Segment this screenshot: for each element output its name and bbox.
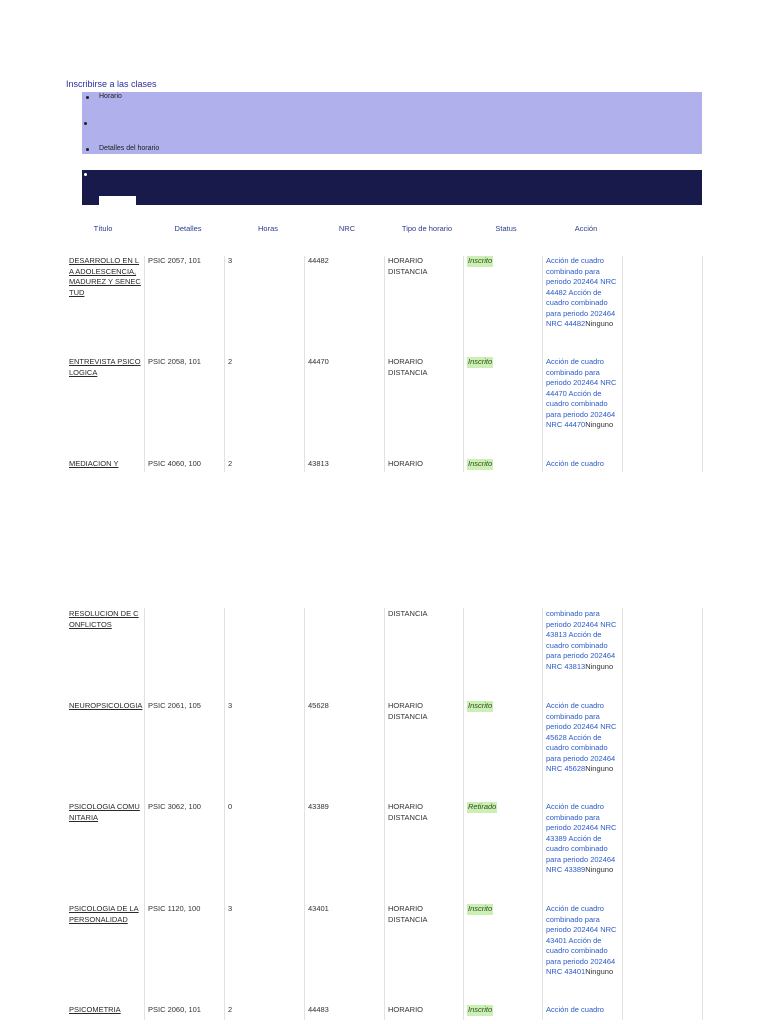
- course-nrc: 45628: [308, 701, 329, 710]
- course-hours: 3: [228, 701, 233, 710]
- action-selected-value: Ninguno: [585, 865, 614, 874]
- column-divider: [622, 608, 623, 1020]
- course-details: PSIC 2058, 101: [148, 357, 201, 366]
- course-hours: 0: [228, 802, 233, 811]
- header-title: Título: [93, 224, 113, 233]
- column-divider: [542, 256, 543, 472]
- action-combobox[interactable]: Acción de cuadro combinado para periodo 202464 NRC 45628 Acción de cuadro combinado para periodo 202464 NRC 45628Ninguno: [546, 701, 617, 773]
- course-hours: 2: [228, 459, 233, 468]
- action-selected-value: Ninguno: [585, 319, 614, 328]
- header-nrc: NRC: [338, 224, 356, 233]
- course-nrc: 43389: [308, 802, 329, 811]
- tab-bullet: [86, 148, 89, 151]
- action-selected-value: Ninguno: [585, 661, 614, 671]
- action-selected-value: Ninguno: [585, 764, 614, 773]
- action-selected-value: Ninguno: [585, 420, 614, 429]
- course-details: PSIC 2061, 105: [148, 701, 201, 710]
- header-status: Status: [495, 224, 517, 233]
- schedule-type: HORARIO DISTANCIA: [388, 357, 428, 377]
- schedule-type: HORARIO DISTANCIA: [388, 904, 428, 924]
- dark-nav-band: [82, 170, 702, 205]
- column-divider: [224, 256, 225, 472]
- header-schedule-type: Tipo de horario: [401, 224, 453, 233]
- action-combobox[interactable]: Acción de cuadro combinado para periodo 202464 NRC 43401 Acción de cuadro combinado para periodo 202464 NRC 43401Ninguno: [546, 904, 617, 976]
- page-title: Inscribirse a las clases: [66, 79, 157, 89]
- course-hours: 2: [228, 1005, 233, 1014]
- action-combobox[interactable]: Acción de cuadro combinado para periodo 202464 NRC 43389 Acción de cuadro combinado para periodo 202464 NRC 43389Ninguno: [546, 802, 617, 874]
- course-details: PSIC 2060, 101: [148, 1005, 201, 1014]
- status-badge: [467, 256, 537, 267]
- status-badge: [467, 1005, 537, 1016]
- header-details: Detalles: [174, 224, 202, 233]
- column-divider: [224, 608, 225, 1020]
- schedule-type: HORARIO DISTANCIA: [388, 802, 428, 822]
- nav-empty-tab[interactable]: [98, 196, 136, 205]
- schedule-type: HORARIO: [388, 459, 424, 468]
- course-title-link[interactable]: PSICOLOGIA COMUNITARIA: [69, 802, 140, 822]
- status-badge: [467, 802, 537, 813]
- column-divider: [702, 608, 703, 1020]
- course-title-link[interactable]: DESARROLLO EN LA ADOLESCENCIA, MADUREZ Y SENECTUD: [69, 256, 141, 297]
- column-divider: [622, 256, 623, 472]
- status-badge: [467, 459, 537, 470]
- status-label: Inscrito: [468, 357, 493, 366]
- nav-bullet: [84, 173, 87, 176]
- course-hours: 3: [228, 256, 233, 265]
- tab-bullet: [86, 96, 89, 99]
- action-selected-value: Ninguno: [585, 967, 614, 976]
- header-action: Acción: [574, 224, 598, 233]
- course-hours: 2: [228, 357, 233, 366]
- status-badge: [467, 357, 537, 368]
- status-label: Inscrito: [468, 1005, 493, 1014]
- course-nrc: 44482: [308, 256, 329, 265]
- course-title-link[interactable]: NEUROPSICOLOGIA: [69, 701, 143, 710]
- course-details: PSIC 1120, 100: [148, 904, 201, 913]
- action-combobox[interactable]: Acción de cuadro combinado para periodo 202464 NRC 44482 Acción de cuadro combinado para periodo 202464 NRC 44482Ninguno: [546, 256, 617, 328]
- course-title-link[interactable]: PSICOLOGIA DE LA PERSONALIDAD: [69, 904, 139, 924]
- status-label: Inscrito: [468, 904, 493, 913]
- action-combobox[interactable]: combinado para periodo 202464 NRC 43813 Acción de cuadro combinado para periodo 202464 NRC 43813Ninguno: [546, 609, 617, 671]
- schedule-type: HORARIO DISTANCIA: [388, 256, 428, 276]
- course-nrc: 44483: [308, 1005, 329, 1014]
- status-badge: [467, 701, 537, 712]
- column-divider: [144, 608, 145, 1020]
- course-title-link[interactable]: PSICOMETRIA: [69, 1005, 121, 1014]
- header-hours: Horas: [257, 224, 278, 233]
- status-label: Inscrito: [468, 701, 493, 710]
- course-title-link[interactable]: ENTREVISTA PSICOLOGICA: [69, 357, 141, 377]
- column-divider: [304, 256, 305, 472]
- course-nrc: 43401: [308, 904, 329, 913]
- tab-schedule-details[interactable]: Detalles del horario: [99, 145, 160, 152]
- course-title-link[interactable]: MEDIACION Y: [69, 459, 119, 468]
- status-label: Inscrito: [468, 256, 493, 265]
- tabs-band: [82, 92, 702, 154]
- column-divider: [304, 608, 305, 1020]
- schedule-type: HORARIO: [388, 1005, 424, 1014]
- column-divider: [702, 256, 703, 472]
- course-hours: 3: [228, 904, 233, 913]
- column-divider: [144, 256, 145, 472]
- tab-bullet: [84, 122, 87, 125]
- column-divider: [384, 256, 385, 472]
- action-combobox[interactable]: Acción de cuadro: [546, 1005, 604, 1014]
- course-nrc: 43813: [308, 459, 329, 468]
- course-nrc: 44470: [308, 357, 329, 366]
- status-label: Inscrito: [468, 459, 493, 468]
- column-divider: [463, 608, 464, 1020]
- schedule-type: HORARIO DISTANCIA: [388, 701, 428, 721]
- course-details: PSIC 4060, 100: [148, 459, 201, 468]
- course-details: PSIC 2057, 101: [148, 256, 201, 265]
- tab-schedule[interactable]: Horario: [99, 93, 122, 100]
- column-divider: [384, 608, 385, 1020]
- column-divider: [542, 608, 543, 1020]
- course-title-link[interactable]: RESOLUCION DE CONFLICTOS: [69, 609, 139, 629]
- column-divider: [463, 256, 464, 472]
- action-combobox[interactable]: Acción de cuadro: [546, 459, 604, 468]
- status-label: Retirado: [468, 802, 497, 811]
- course-details: PSIC 3062, 100: [148, 802, 201, 811]
- nav-bullet: [84, 199, 87, 202]
- status-badge: [467, 904, 537, 915]
- schedule-type: DISTANCIA: [388, 609, 428, 618]
- action-combobox[interactable]: Acción de cuadro combinado para periodo 202464 NRC 44470 Acción de cuadro combinado para periodo 202464 NRC 44470Ninguno: [546, 357, 617, 429]
